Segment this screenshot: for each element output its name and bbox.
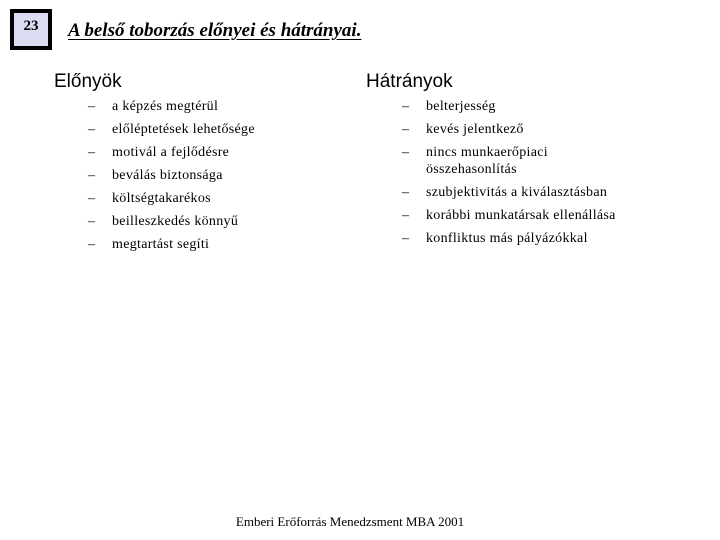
- dash-bullet-icon: –: [88, 99, 96, 114]
- dash-bullet-icon: –: [402, 122, 410, 137]
- list-item: [402, 184, 702, 201]
- list-item-text: konfliktus más pályázókkal: [426, 231, 588, 246]
- dash-bullet-icon: –: [402, 208, 410, 223]
- dash-bullet-icon: –: [402, 185, 410, 200]
- list-item: [88, 121, 338, 138]
- dash-bullet-icon: –: [88, 168, 96, 183]
- list-item: [402, 207, 702, 224]
- list-item: [88, 98, 338, 115]
- list-item: [88, 236, 338, 253]
- dash-bullet-icon: –: [88, 237, 96, 252]
- list-item: [402, 144, 601, 178]
- dash-bullet-icon: –: [88, 145, 96, 160]
- list-item-text: megtartást segíti: [112, 237, 210, 252]
- dash-bullet-icon: –: [88, 122, 96, 137]
- list-item: [402, 230, 702, 247]
- dash-bullet-icon: –: [88, 191, 96, 206]
- dash-bullet-icon: –: [402, 231, 410, 246]
- list-item-text: belterjesség: [426, 99, 496, 114]
- list-item: [402, 98, 702, 115]
- dash-bullet-icon: –: [402, 99, 410, 114]
- list-item: [402, 121, 702, 138]
- list-item-text: korábbi munkatársak ellenállása: [426, 208, 616, 223]
- slide-footer: Emberi Erőforrás Menedzsment MBA 2001: [235, 514, 465, 529]
- list-item-text: költségtakarékos: [112, 191, 211, 206]
- list-item-text: előléptetések lehetősége: [112, 122, 255, 137]
- list-item: [88, 167, 338, 184]
- disadvantages-heading: Hátrányok: [366, 71, 453, 92]
- dash-bullet-icon: –: [402, 145, 410, 160]
- list-item: [88, 190, 338, 207]
- list-item-text: kevés jelentkező: [426, 122, 524, 137]
- slide-title: A belső toborzás előnyei és hátrányai.: [68, 20, 362, 41]
- advantages-heading: Előnyök: [54, 71, 122, 92]
- list-item-text: beilleszkedés könnyű: [112, 214, 239, 229]
- list-item: [88, 144, 338, 161]
- list-item-text: motivál a fejlődésre: [112, 145, 230, 160]
- dash-bullet-icon: –: [88, 214, 96, 229]
- slide-number-badge: [10, 9, 52, 50]
- list-item-text: nincs munkaerőpiaci összehasonlítás: [426, 145, 548, 177]
- disadvantages-list: [402, 98, 702, 253]
- slide-number: 23: [14, 13, 48, 46]
- list-item-text: beválás biztonsága: [112, 168, 223, 183]
- advantages-list: [88, 98, 338, 259]
- list-item-text: szubjektivitás a kiválasztásban: [426, 185, 608, 200]
- list-item: [88, 213, 338, 230]
- list-item-text: a képzés megtérül: [112, 99, 219, 114]
